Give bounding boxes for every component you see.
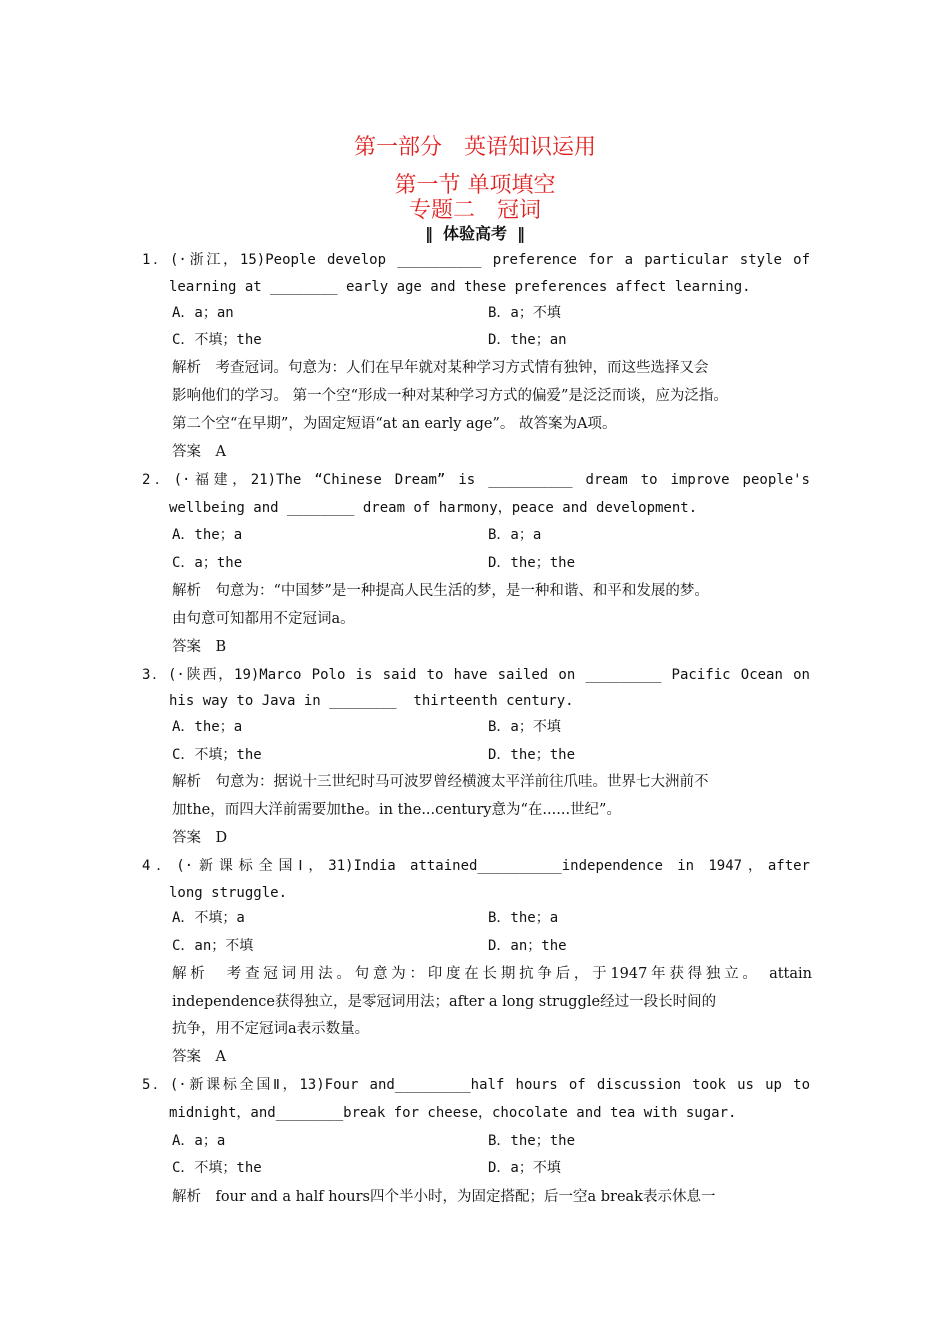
option-b: B．a；不填 [488, 719, 561, 735]
analysis-line: independence获得独立，是零冠词用法；after a long struggle经过一段长时间的 [172, 994, 717, 1010]
topic-title: 专题二 冠词 [408, 198, 541, 223]
option-c: C．不填；the [172, 332, 262, 348]
question-stem: his way to Java in ________ thirteenth century. [169, 693, 574, 709]
option-b: B．a；不填 [488, 305, 561, 321]
option-b: B．the；a [488, 910, 559, 926]
analysis-line: 解析 考查冠词用法。句意为：印度在长期抗争后，于1947年获得独立。 attain [172, 966, 812, 982]
analysis-line: 影响他们的学习。 第一个空“形成一种对某种学习方式的偏爱”是泛泛而谈，应为泛指。 [172, 388, 728, 404]
answer-line: 答案 D [172, 830, 228, 846]
option-a: A．不填；a [172, 910, 245, 926]
banner-text: 体验高考 [442, 224, 507, 243]
option-d: D．the；the [488, 555, 576, 571]
analysis-line: 解析 考查冠词。句意为：人们在早年就对某种学习方式情有独钟，而这些选择又会 [172, 360, 709, 376]
part-title: 第一部分 英语知识运用 [353, 135, 596, 160]
option-d: D．the；the [488, 747, 576, 763]
option-a: A．the；a [172, 719, 243, 735]
answer-line: 答案 A [172, 444, 226, 460]
question-stem: 3．(·陕西，19)Marco Polo is said to have sailed on _________ Pacific Ocean on [142, 667, 810, 683]
option-d: D．a；不填 [488, 1160, 561, 1176]
analysis-line: 加the，而四大洋前需要加the。in the...century意为“在......世纪”。 [172, 802, 621, 818]
analysis-line: 解析 句意为：“中国梦”是一种提高人民生活的梦，是一种和谐、和平和发展的梦。 [172, 583, 709, 599]
option-a: A．a；a [172, 1133, 226, 1149]
analysis-line: 解析 four and a half hours四个半小时，为固定搭配；后一空a break表示休息一 [172, 1189, 716, 1205]
answer-line: 答案 B [172, 639, 227, 655]
question-stem: midnight，and________break for cheese，chocolate and tea with sugar. [169, 1105, 737, 1121]
option-d: D．the；an [488, 332, 567, 348]
option-c: C．an；不填 [172, 938, 254, 954]
option-a: A．the；a [172, 527, 243, 543]
question-stem: 4．(·新课标全国Ⅰ，31)India attained__________independence in 1947，after [142, 858, 810, 874]
banner-bar-right: ‖ [517, 224, 525, 243]
section-title: 第一节 单项填空 [394, 173, 556, 198]
option-c: C．不填；the [172, 1160, 262, 1176]
question-stem: 1．(·浙江，15)People develop __________ preference for a particular style of [142, 252, 810, 268]
question-stem: learning at ________ early age and these preferences affect learning. [169, 279, 751, 295]
analysis-line: 解析 句意为：据说十三世纪时马可波罗曾经横渡太平洋前往爪哇。世界七大洲前不 [172, 774, 709, 790]
analysis-line: 第二个空“在早期”，为固定短语“at an early age”。 故答案为A项。 [172, 416, 617, 432]
option-d: D．an；the [488, 938, 567, 954]
analysis-line: 抗争，用不定冠词a表示数量。 [172, 1021, 370, 1037]
option-a: A．a；an [172, 305, 234, 321]
question-stem: wellbeing and ________ dream of harmony，peace and development. [169, 500, 698, 516]
option-c: C．a；the [172, 555, 243, 571]
section-banner [0, 224, 950, 244]
question-stem: 2．(·福建，21)The “Chinese Dream” is __________ dream to improve people's [142, 472, 810, 488]
analysis-line: 由句意可知都用不定冠词a。 [172, 611, 355, 627]
question-stem: long struggle. [169, 885, 288, 901]
option-c: C．不填；the [172, 747, 262, 763]
option-b: B．a；a [488, 527, 542, 543]
banner-bar-left: ‖ [424, 224, 433, 243]
option-b: B．the；the [488, 1133, 576, 1149]
answer-line: 答案 A [172, 1049, 226, 1065]
question-stem: 5．(·新课标全国Ⅱ，13)Four and_________half hours of discussion took us up to [142, 1077, 810, 1093]
